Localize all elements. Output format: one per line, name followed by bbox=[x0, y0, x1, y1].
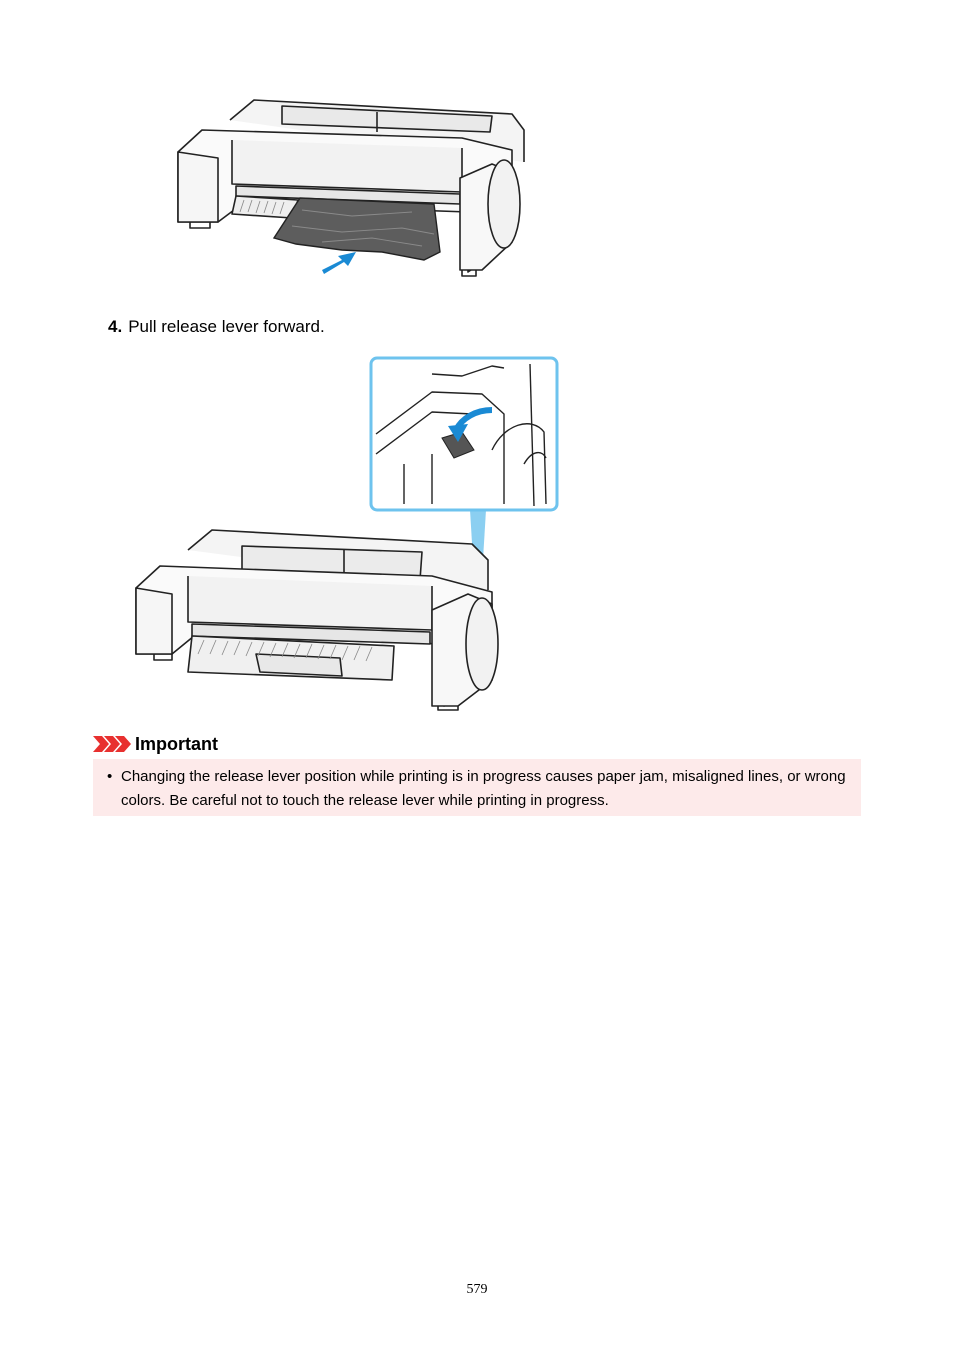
page-number: 579 bbox=[466, 1282, 488, 1297]
important-chevrons-icon bbox=[93, 736, 131, 752]
step-number: 4. bbox=[108, 317, 123, 336]
step-4 bbox=[108, 316, 325, 338]
important-notice bbox=[93, 759, 861, 816]
release-lever-callout-illustration bbox=[132, 354, 562, 712]
bullet: • bbox=[107, 768, 113, 785]
important-title: Important bbox=[135, 733, 218, 754]
important-text: Changing the release lever position while printing is in progress causes paper jam, misaligned lines, or wrong colors. Be careful not to touch the release lever while printing in progress. bbox=[121, 768, 846, 809]
printer-paper-jam-illustration bbox=[172, 92, 542, 284]
step-text: Pull release lever forward. bbox=[128, 317, 325, 336]
list-item bbox=[105, 765, 849, 813]
important-heading bbox=[93, 732, 218, 756]
